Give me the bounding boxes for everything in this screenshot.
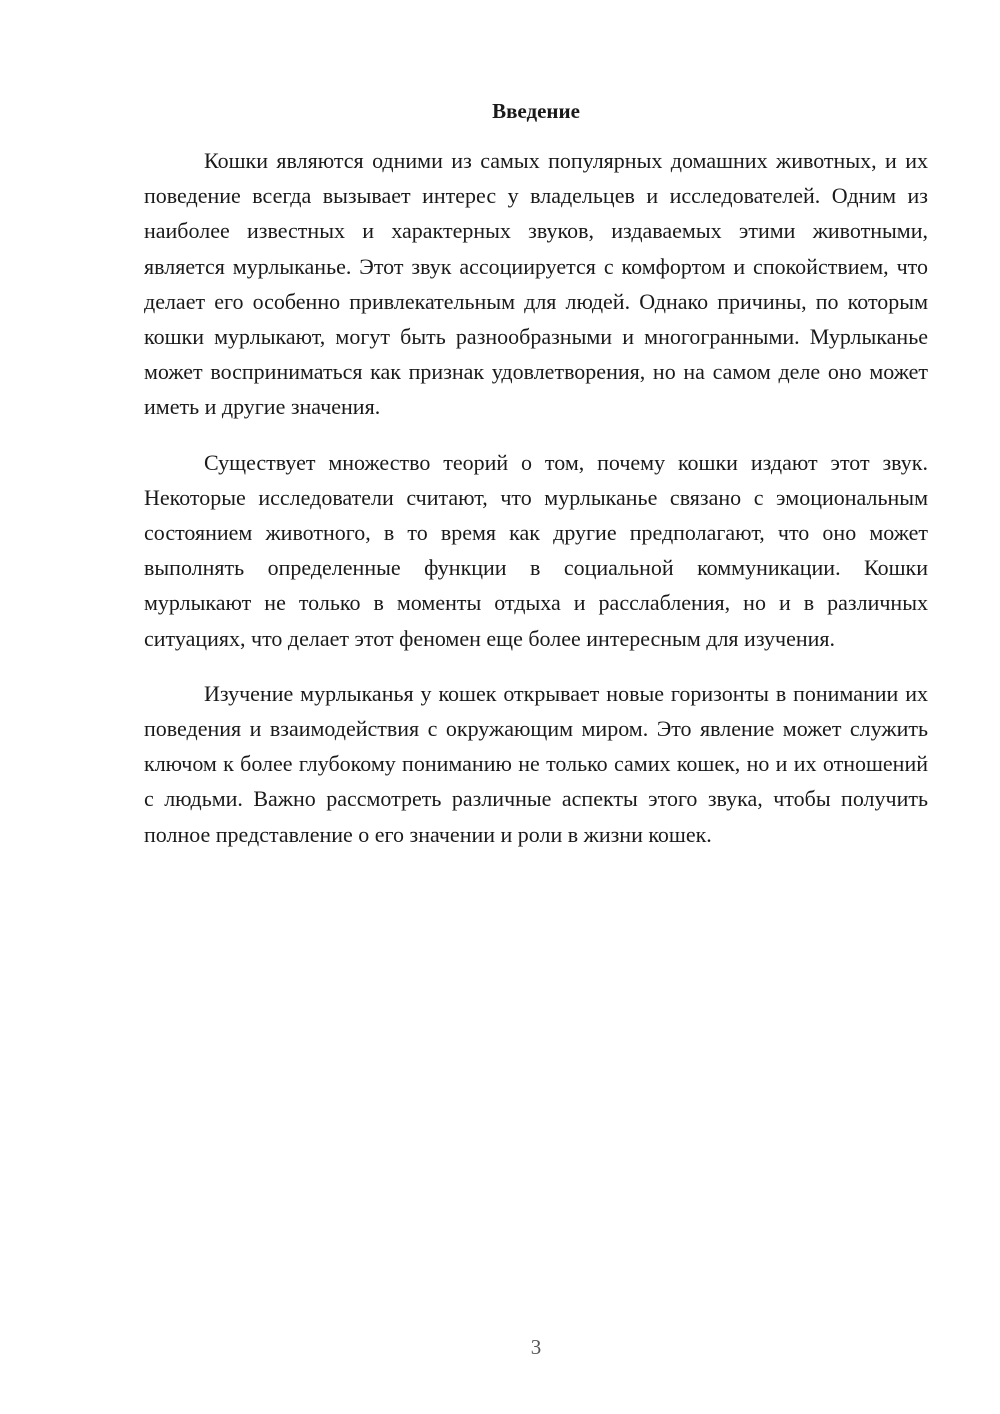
paragraph-3: Изучение мурлыканья у кошек открывает новые горизонты в понимании их поведения и взаимодействия с окружающим миром. Это явление может служить ключом к более глубокому пониманию не только самих кошек, но и их отношений с людьми. Важно рассмотреть различные аспекты этого звука, чтобы получить полное представление о его значении и роли в жизни кошек. [144, 680, 928, 847]
page-number: 3 [530, 1335, 542, 1359]
paragraph-2: Существует множество теорий о том, почему кошки издают этот звук. Некоторые исследователи считают, что мурлыканье связано с эмоциональным состоянием животного, в то время как другие предполагают, что оно может выполнять определенные функции в социальной коммуникации. Кошки мурлыкают не только в моменты отдыха и расслабления, но и в различных ситуациях, что делает этот феномен еще более интересным для изучения. [144, 449, 928, 651]
paragraph-1: Кошки являются одними из самых популярных домашних животных, и их поведение всегда вызывает интерес у владельцев и исследователей. Одним из наиболее известных и характерных звуков, издаваемых этими животными, является мурлыканье. Этот звук ассоциируется с комфортом и спокойствием, что делает его особенно привлекательным для людей. Однако причины, по которым кошки мурлыкают, могут быть разнообразными и многогранными. Мурлыканье может восприниматься как признак удовлетворения, но на самом деле оно может иметь и другие значения. [144, 148, 928, 420]
body-text [144, 143, 928, 872]
section-heading: Введение [492, 99, 580, 123]
